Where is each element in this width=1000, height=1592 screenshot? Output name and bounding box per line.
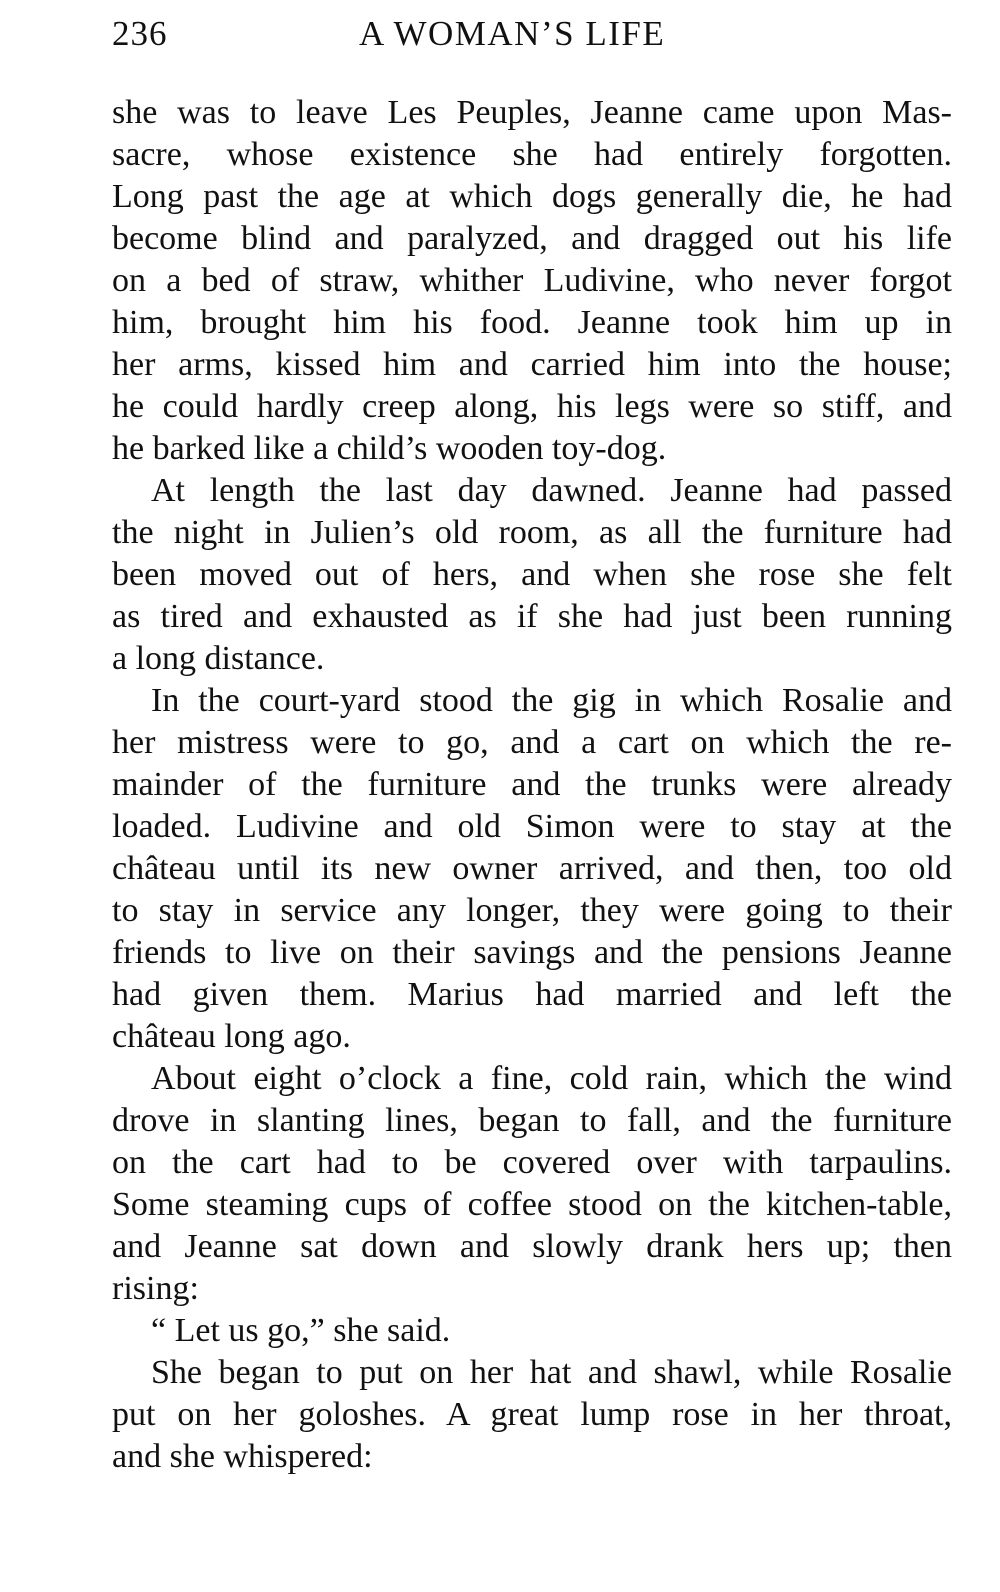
text-line: “ Let us go,” she said. [151, 1312, 451, 1349]
text-line: her mistress were to go, and a cart on which the re- [112, 724, 952, 761]
paragraph-2 [112, 470, 952, 680]
text-line: and Jeanne sat down and slowly drank hers up; then [112, 1228, 952, 1265]
text-line: loaded. Ludivine and old Simon were to stay at the [112, 808, 952, 845]
text-line: on the cart had to be covered over with tarpaulins. [112, 1144, 952, 1181]
text-line: About eight o’clock a fine, cold rain, which the wind [151, 1060, 952, 1097]
paragraph-5 [112, 1310, 952, 1352]
text-line: rising: [112, 1270, 199, 1307]
text-line: Some steaming cups of coffee stood on the kitchen-table, [112, 1186, 952, 1223]
running-head [112, 14, 952, 66]
text-line: put on her goloshes. A great lump rose in her throat, [112, 1396, 952, 1433]
text-line: on a bed of straw, whither Ludivine, who never forgot [112, 262, 952, 299]
text-line: In the court-yard stood the gig in which Rosalie and [151, 682, 952, 719]
text-line: château long ago. [112, 1018, 351, 1055]
text-line: château until its new owner arrived, and then, too old [112, 850, 952, 887]
text-line: been moved out of hers, and when she rose she felt [112, 556, 952, 593]
book-title: A WOMAN’S LIFE [359, 14, 666, 53]
paragraph-4 [112, 1058, 952, 1310]
text-line: mainder of the furniture and the trunks were already [112, 766, 952, 803]
text-line: he barked like a child’s wooden toy-dog. [112, 430, 667, 467]
text-line: At length the last day dawned. Jeanne had passed [151, 472, 952, 509]
text-line: him, brought him his food. Jeanne took him up in [112, 304, 952, 341]
text-line: drove in slanting lines, began to fall, and the furniture [112, 1102, 952, 1139]
paragraph-3 [112, 680, 952, 1058]
page-number: 236 [112, 14, 168, 53]
body-text [112, 92, 952, 1478]
text-line: to stay in service any longer, they were going to their [112, 892, 952, 929]
text-line: become blind and paralyzed, and dragged out his life [112, 220, 952, 257]
text-line: had given them. Marius had married and left the [112, 976, 952, 1013]
text-line: friends to live on their savings and the pensions Jeanne [112, 934, 952, 971]
text-line: and she whispered: [112, 1438, 373, 1475]
paragraph-1 [112, 92, 952, 470]
text-line: as tired and exhausted as if she had just been running [112, 598, 952, 635]
text-line: she was to leave Les Peuples, Jeanne came upon Mas- [112, 94, 952, 131]
text-line: her arms, kissed him and carried him into the house; [112, 346, 952, 383]
text-line: he could hardly creep along, his legs were so stiff, and [112, 388, 952, 425]
text-line: sacre, whose existence she had entirely forgotten. [112, 136, 952, 173]
text-line: a long distance. [112, 640, 325, 677]
text-line: She began to put on her hat and shawl, while Rosalie [151, 1354, 952, 1391]
text-line: the night in Julien’s old room, as all the furniture had [112, 514, 952, 551]
paragraph-6 [112, 1352, 952, 1478]
text-line: Long past the age at which dogs generally die, he had [112, 178, 952, 215]
